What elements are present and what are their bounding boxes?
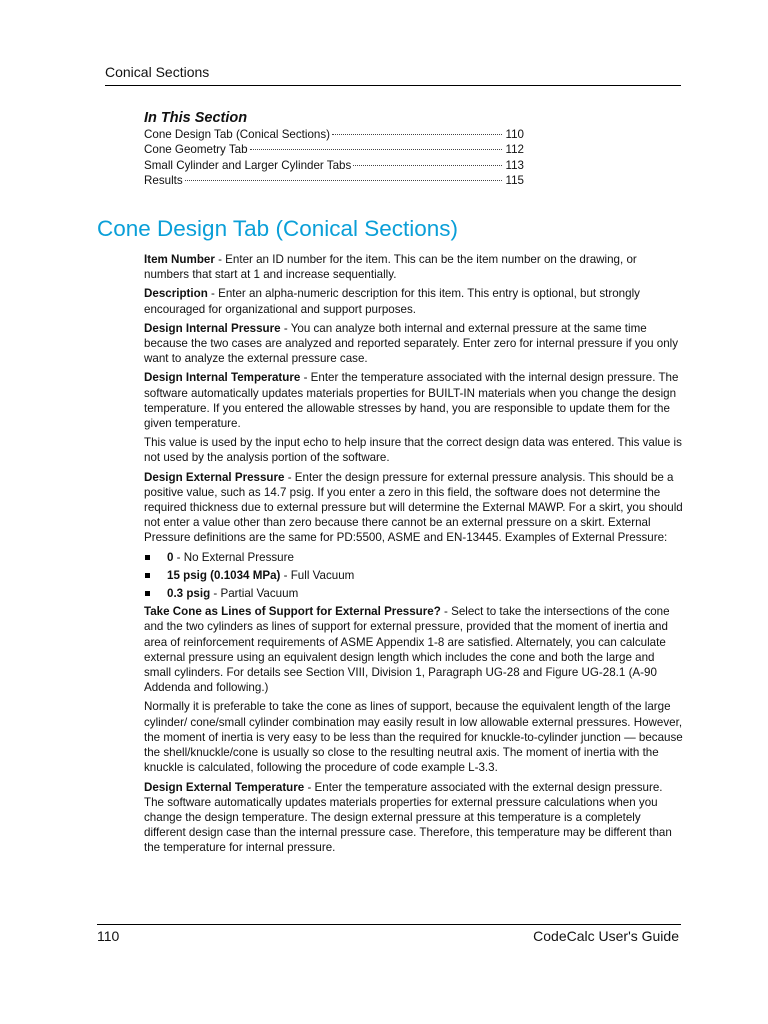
toc-entry-label: Small Cylinder and Larger Cylinder Tabs (144, 158, 352, 172)
item-number-paragraph (144, 252, 684, 282)
term-description: - Enter an ID number for the item. This can be the item number on the drawing, or numbers that start at 1 and increase sequentially. (144, 253, 637, 282)
external-temperature-paragraph (144, 780, 684, 856)
normally-paragraph: Normally it is preferable to take the cone as lines of support, because the equivalent length of the large cylinder/ cone/small cylinder combination may easily result in low allowable external pressures. However, the moment of inertia is very easy to be less than the required for knuckle-to-cylinder junction — because the shell/knuckle/cone is usually so close to the resulting neutral axis. The moment of inertia with the knuckle is calculated, following the procedure of code example L-3.3. (144, 700, 683, 775)
term-description: - Select to take the intersections of the cone and the two cylinders as lines of support for external pressure, provided that the moment of inertia and area of reinforcement requirements of ASME Appendix 1-8 are satisfied. Alternately, you can calculate external pressure using an equivalent design length which includes the cone and both the large and small cylinders. For details see Section VIII, Division 1, Paragraph UG-28 and Figure UG-28.1 (A-90 Addenda and following.) (144, 605, 670, 695)
page-number: 110 (97, 928, 120, 944)
list-item (144, 586, 684, 601)
example-value: 0 (167, 550, 174, 564)
internal-temperature-paragraph (144, 370, 684, 431)
toc-leader-dots (332, 134, 501, 135)
description-paragraph (144, 286, 684, 316)
toc-leader-dots (250, 149, 502, 150)
header-divider (105, 85, 681, 86)
term-label: Design Internal Temperature (144, 371, 301, 385)
toc-title: In This Section (144, 110, 248, 126)
list-item (144, 568, 684, 583)
example-description: - No External Pressure (173, 550, 294, 564)
toc-entry-label: Cone Geometry Tab (144, 143, 248, 157)
bullet-square-icon (145, 591, 150, 596)
toc-entry[interactable] (144, 142, 524, 157)
footer-divider (97, 924, 681, 925)
term-description: - Enter an alpha-numeric description for this item. This entry is optional, but strongly encouraged for organizational and support purposes. (144, 287, 640, 316)
book-title: CodeCalc User's Guide (533, 928, 679, 944)
external-pressure-paragraph (144, 470, 684, 546)
toc-entry-page: 112 (505, 143, 524, 157)
toc-entry-page: 113 (505, 158, 524, 172)
external-pressure-examples-list (144, 550, 684, 602)
term-description: - Enter the temperature associated with the internal design pressure. The software automatically updates materials properties for BUILT-IN materials when you change the design temperature. If you entered the allowable stresses by hand, you are responsible to update them for the given temperature. (144, 371, 679, 431)
lines-of-support-paragraph (144, 604, 684, 695)
list-item (144, 550, 684, 565)
running-header-title: Conical Sections (105, 64, 210, 80)
toc-entry[interactable] (144, 127, 524, 142)
input-echo-paragraph: This value is used by the input echo to help insure that the correct design data was entered. This value is not used by the analysis portion of the software. (144, 436, 682, 465)
term-description: - You can analyze both internal and external pressure at the same time because the two cases are analyzed and reported separately. Enter zero for internal pressure if you only want to analyze the external pressure case. (144, 321, 679, 366)
term-label: Description (144, 287, 208, 301)
toc-entry[interactable] (144, 158, 524, 173)
term-label: Design External Temperature (144, 780, 305, 794)
toc-entry-label: Cone Design Tab (Conical Sections) (144, 128, 331, 141)
bullet-square-icon (145, 555, 150, 560)
toc-leader-dots (353, 165, 501, 166)
section-heading: Cone Design Tab (Conical Sections) (97, 216, 459, 241)
term-label: Design External Pressure (144, 470, 285, 484)
example-description: - Partial Vacuum (210, 587, 299, 601)
example-value: 15 psig (0.1034 MPa) (167, 568, 281, 582)
internal-pressure-paragraph (144, 321, 684, 367)
toc-entry-label: Results (144, 173, 183, 187)
toc-entry[interactable] (144, 173, 524, 188)
bullet-square-icon (145, 573, 150, 578)
toc-leader-dots (185, 180, 502, 181)
term-label: Design Internal Pressure (144, 321, 281, 335)
term-description: - Enter the design pressure for external pressure analysis. This should be a positive value, such as 14.7 psig. If you enter a zero in this field, the software does not determine the required thickness due to external pressure but will determine the External MAWP. For a skirt, you should not enter a value other than zero because there cannot be an external pressure on a skirt. External Pressure definitions are the same for PD:5500, ASME and EN-13445. Examples of External Pressure: (144, 470, 683, 545)
toc-entry-page: 115 (505, 173, 524, 187)
term-label: Take Cone as Lines of Support for External Pressure? (144, 605, 441, 619)
term-label: Item Number (144, 253, 215, 266)
in-this-section-toc (144, 110, 524, 188)
term-description: - Enter the temperature associated with the external design pressure. The software automatically updates materials properties for external pressure calculations when you change the design temperature. The design external pressure at this temperature is a completely different design case than the internal pressure case. Therefore, this temperature may be different than the temperature for internal pressure. (144, 780, 672, 855)
toc-entry-page: 110 (505, 128, 524, 141)
example-description: - Full Vacuum (280, 568, 355, 582)
section-body (144, 252, 684, 860)
example-value: 0.3 psig (167, 587, 211, 601)
